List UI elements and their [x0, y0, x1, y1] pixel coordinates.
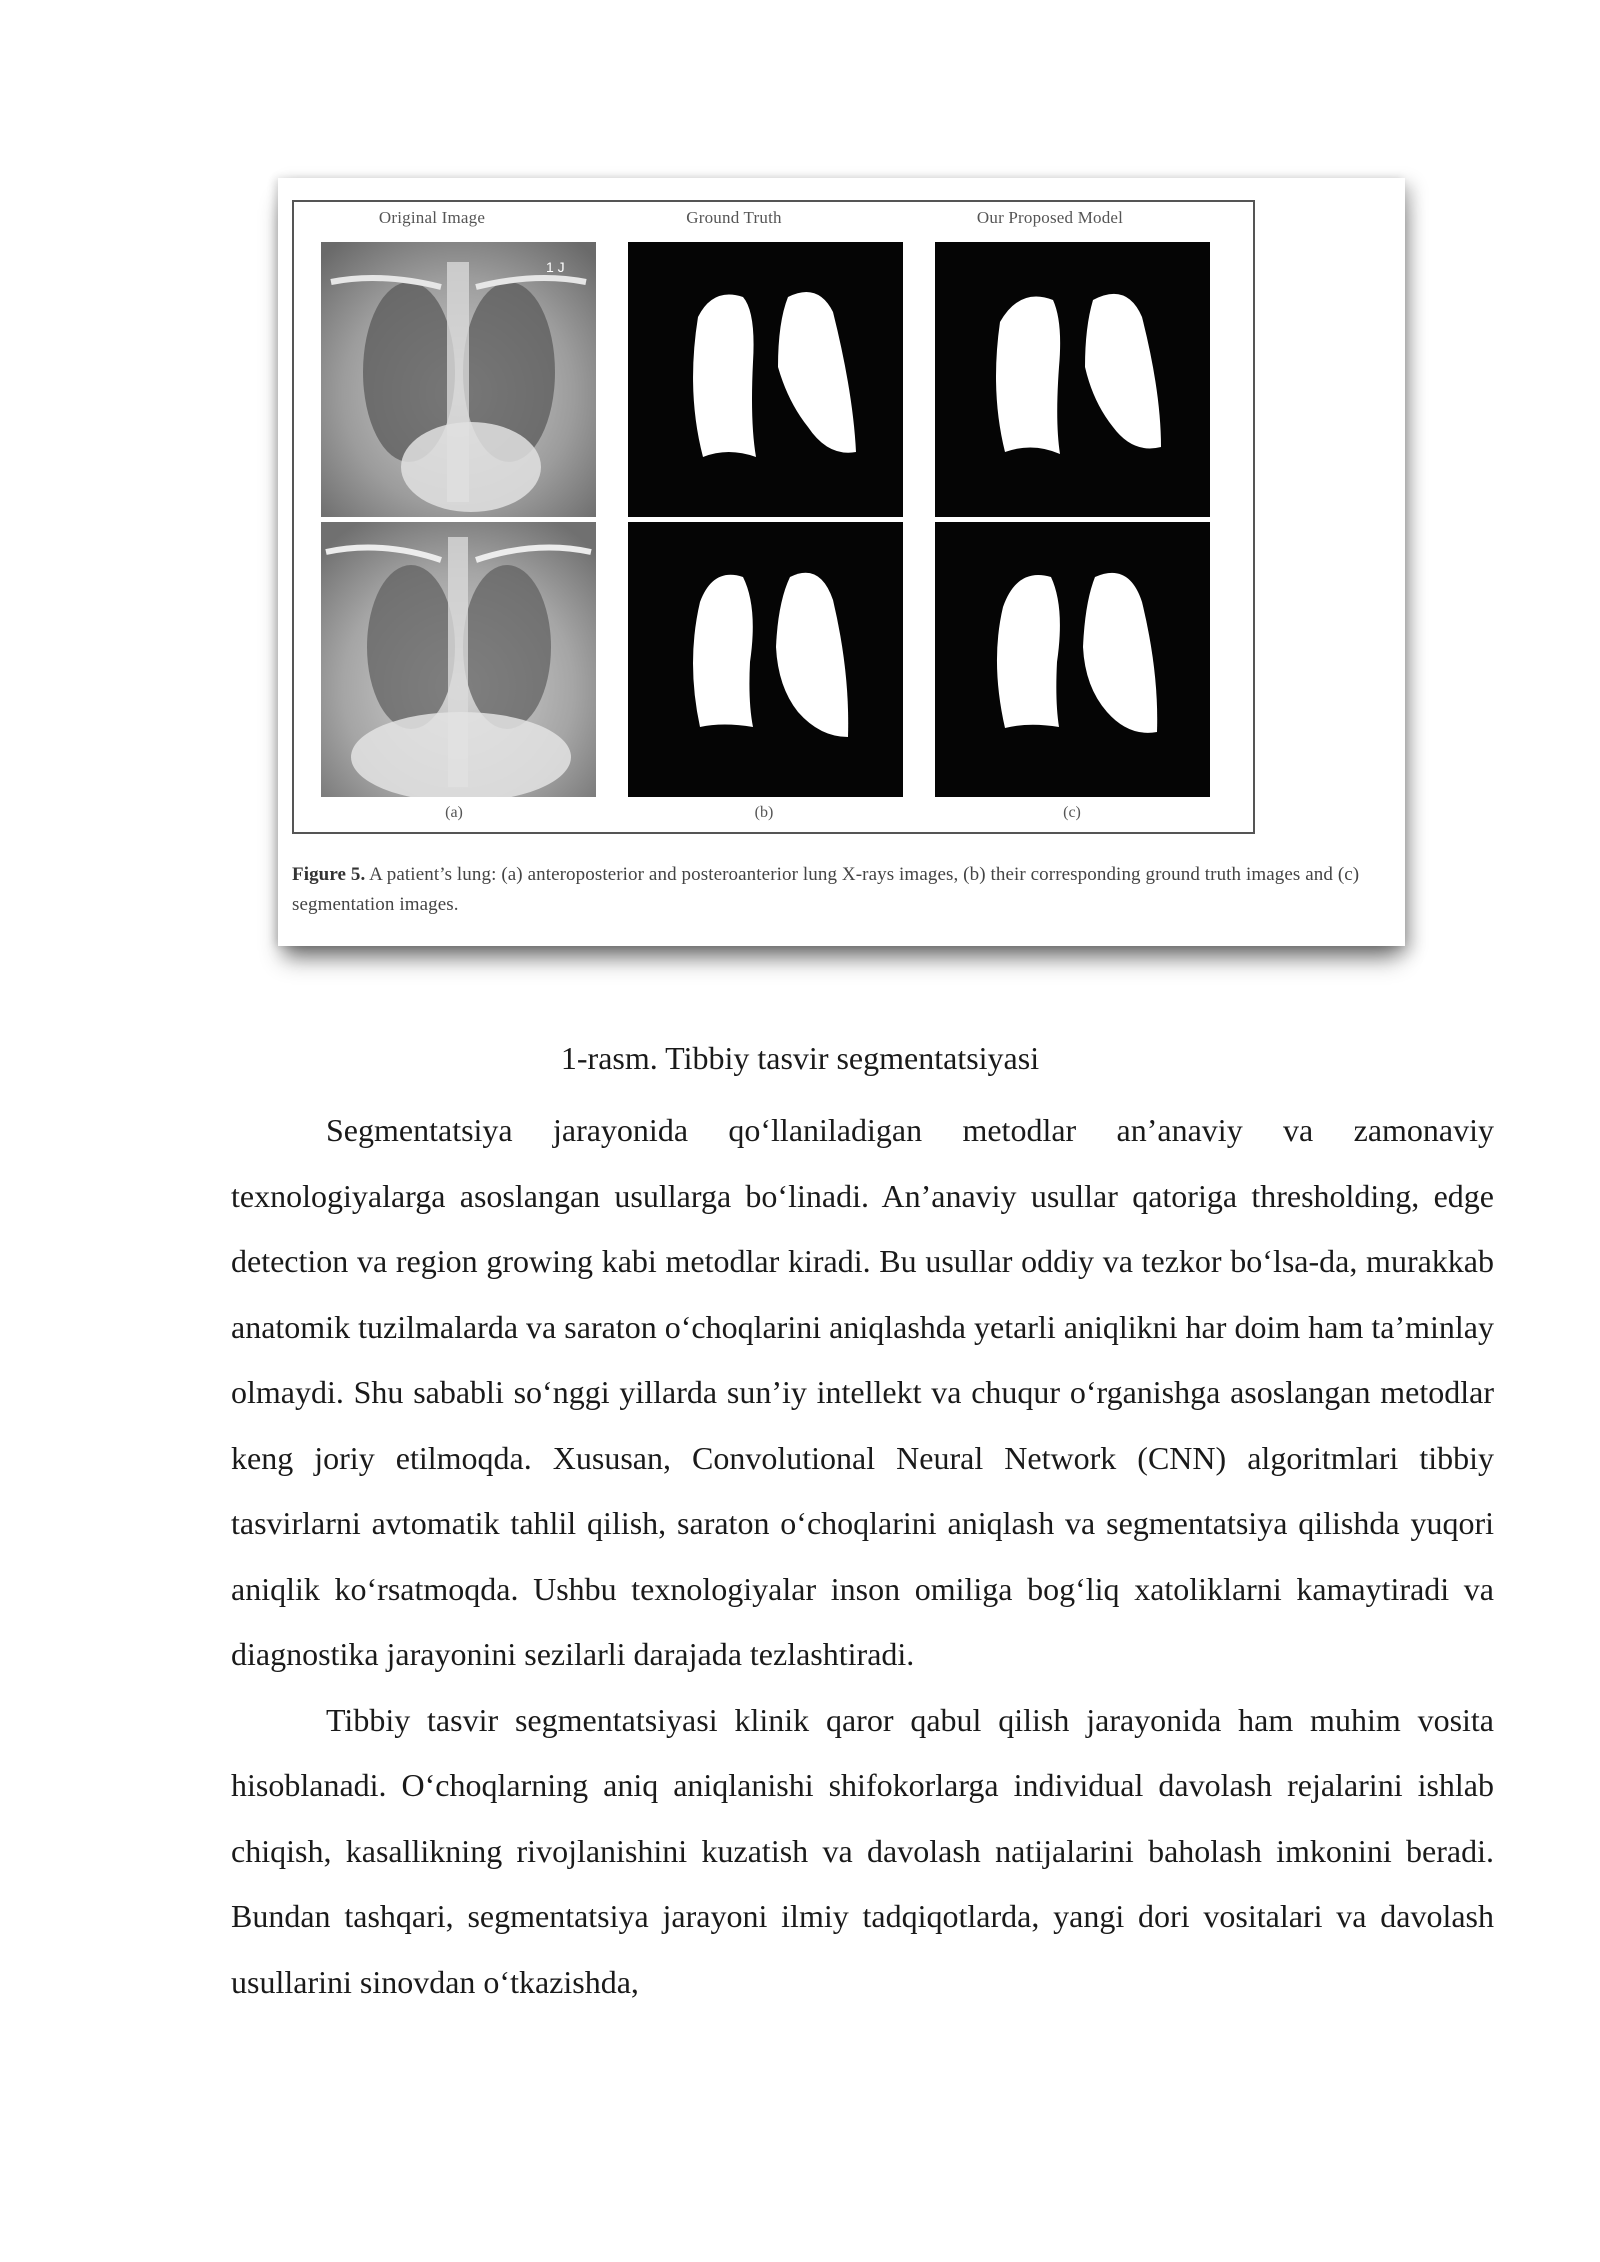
sub-label-b: (b)	[754, 804, 774, 821]
embedded-figure-image	[278, 178, 1405, 946]
figure-caption-label: Figure 5.	[292, 864, 366, 885]
xray-image-1	[321, 242, 596, 517]
figure-caption-text: A patient’s lung: (a) anteroposterior and posteroanterior lung X-rays images, (b) their corresponding ground truth images and (c) segmentation images.	[292, 864, 1360, 915]
panel-header-ground-truth: Ground Truth	[686, 208, 782, 227]
paragraph-2: Tibbiy tasvir segmentatsiyasi klinik qaror qabul qilish jarayonida ham muhim vosita hisoblanadi. O‘choqlarning aniq aniqlanishi shifokorlarga individual davolash rejalarini ishlab chiqish, kasallikning rivojlanishini kuzatish va davolash natijalarini baholash imkonini beradi. Bundan tashqari, segmentatsiya jarayoni ilmiy tadqiqotlarda, yangi dori vositalari va davolash usullarini sinovdan o‘tkazishda,	[231, 1701, 1494, 2000]
panel-header-original: Original Image	[378, 208, 486, 227]
ground-truth-mask-2	[628, 522, 903, 797]
figure-caption: 1-rasm. Tibbiy tasvir segmentatsiyasi	[560, 1040, 1040, 1076]
body-text	[231, 1098, 1494, 2015]
xray-image-2	[321, 522, 596, 797]
segmentation-mask-2	[935, 522, 1210, 797]
segmentation-mask-1	[935, 242, 1210, 517]
sub-label-a: (a)	[445, 804, 463, 821]
panel-header-proposed: Our Proposed Model	[976, 208, 1124, 227]
figure-source-caption	[292, 860, 1392, 920]
sub-label-c: (c)	[1063, 804, 1081, 821]
paragraph-1: Segmentatsiya jarayonida qo‘llaniladigan metodlar an’anaviy va zamonaviy texnologiyalarga asoslangan usullarga bo‘linadi. An’anaviy usullar qatoriga thresholding, edge detection va region growing kabi metodlar kiradi. Bu usullar oddiy va tezkor bo‘lsa-da, murakkab anatomik tuzilmalarda va saraton o‘choqlarini aniqlashda yetarli aniqlikni har doim ham ta’minlay olmaydi. Shu sababli so‘nggi yillarda sun’iy intellekt va chuqur o‘rganishga asoslangan metodlar keng joriy etilmoqda. Xususan, Convolutional Neural Network (CNN) algoritmlari tibbiy tasvirlarni avtomatik tahlil qilish, saraton o‘choqlarini aniqlash va segmentatsiya qilishda yuqori aniqlik ko‘rsatmoqda. Ushbu texnologiyalar inson omiliga bog‘liq xatoliklarni kamaytiradi va diagnostika jarayonini sezilarli darajada tezlashtiradi.	[231, 1112, 1494, 1672]
svg-text:1 J: 1 J	[546, 259, 565, 275]
figure-frame	[292, 200, 1255, 834]
ground-truth-mask-1	[628, 242, 903, 517]
